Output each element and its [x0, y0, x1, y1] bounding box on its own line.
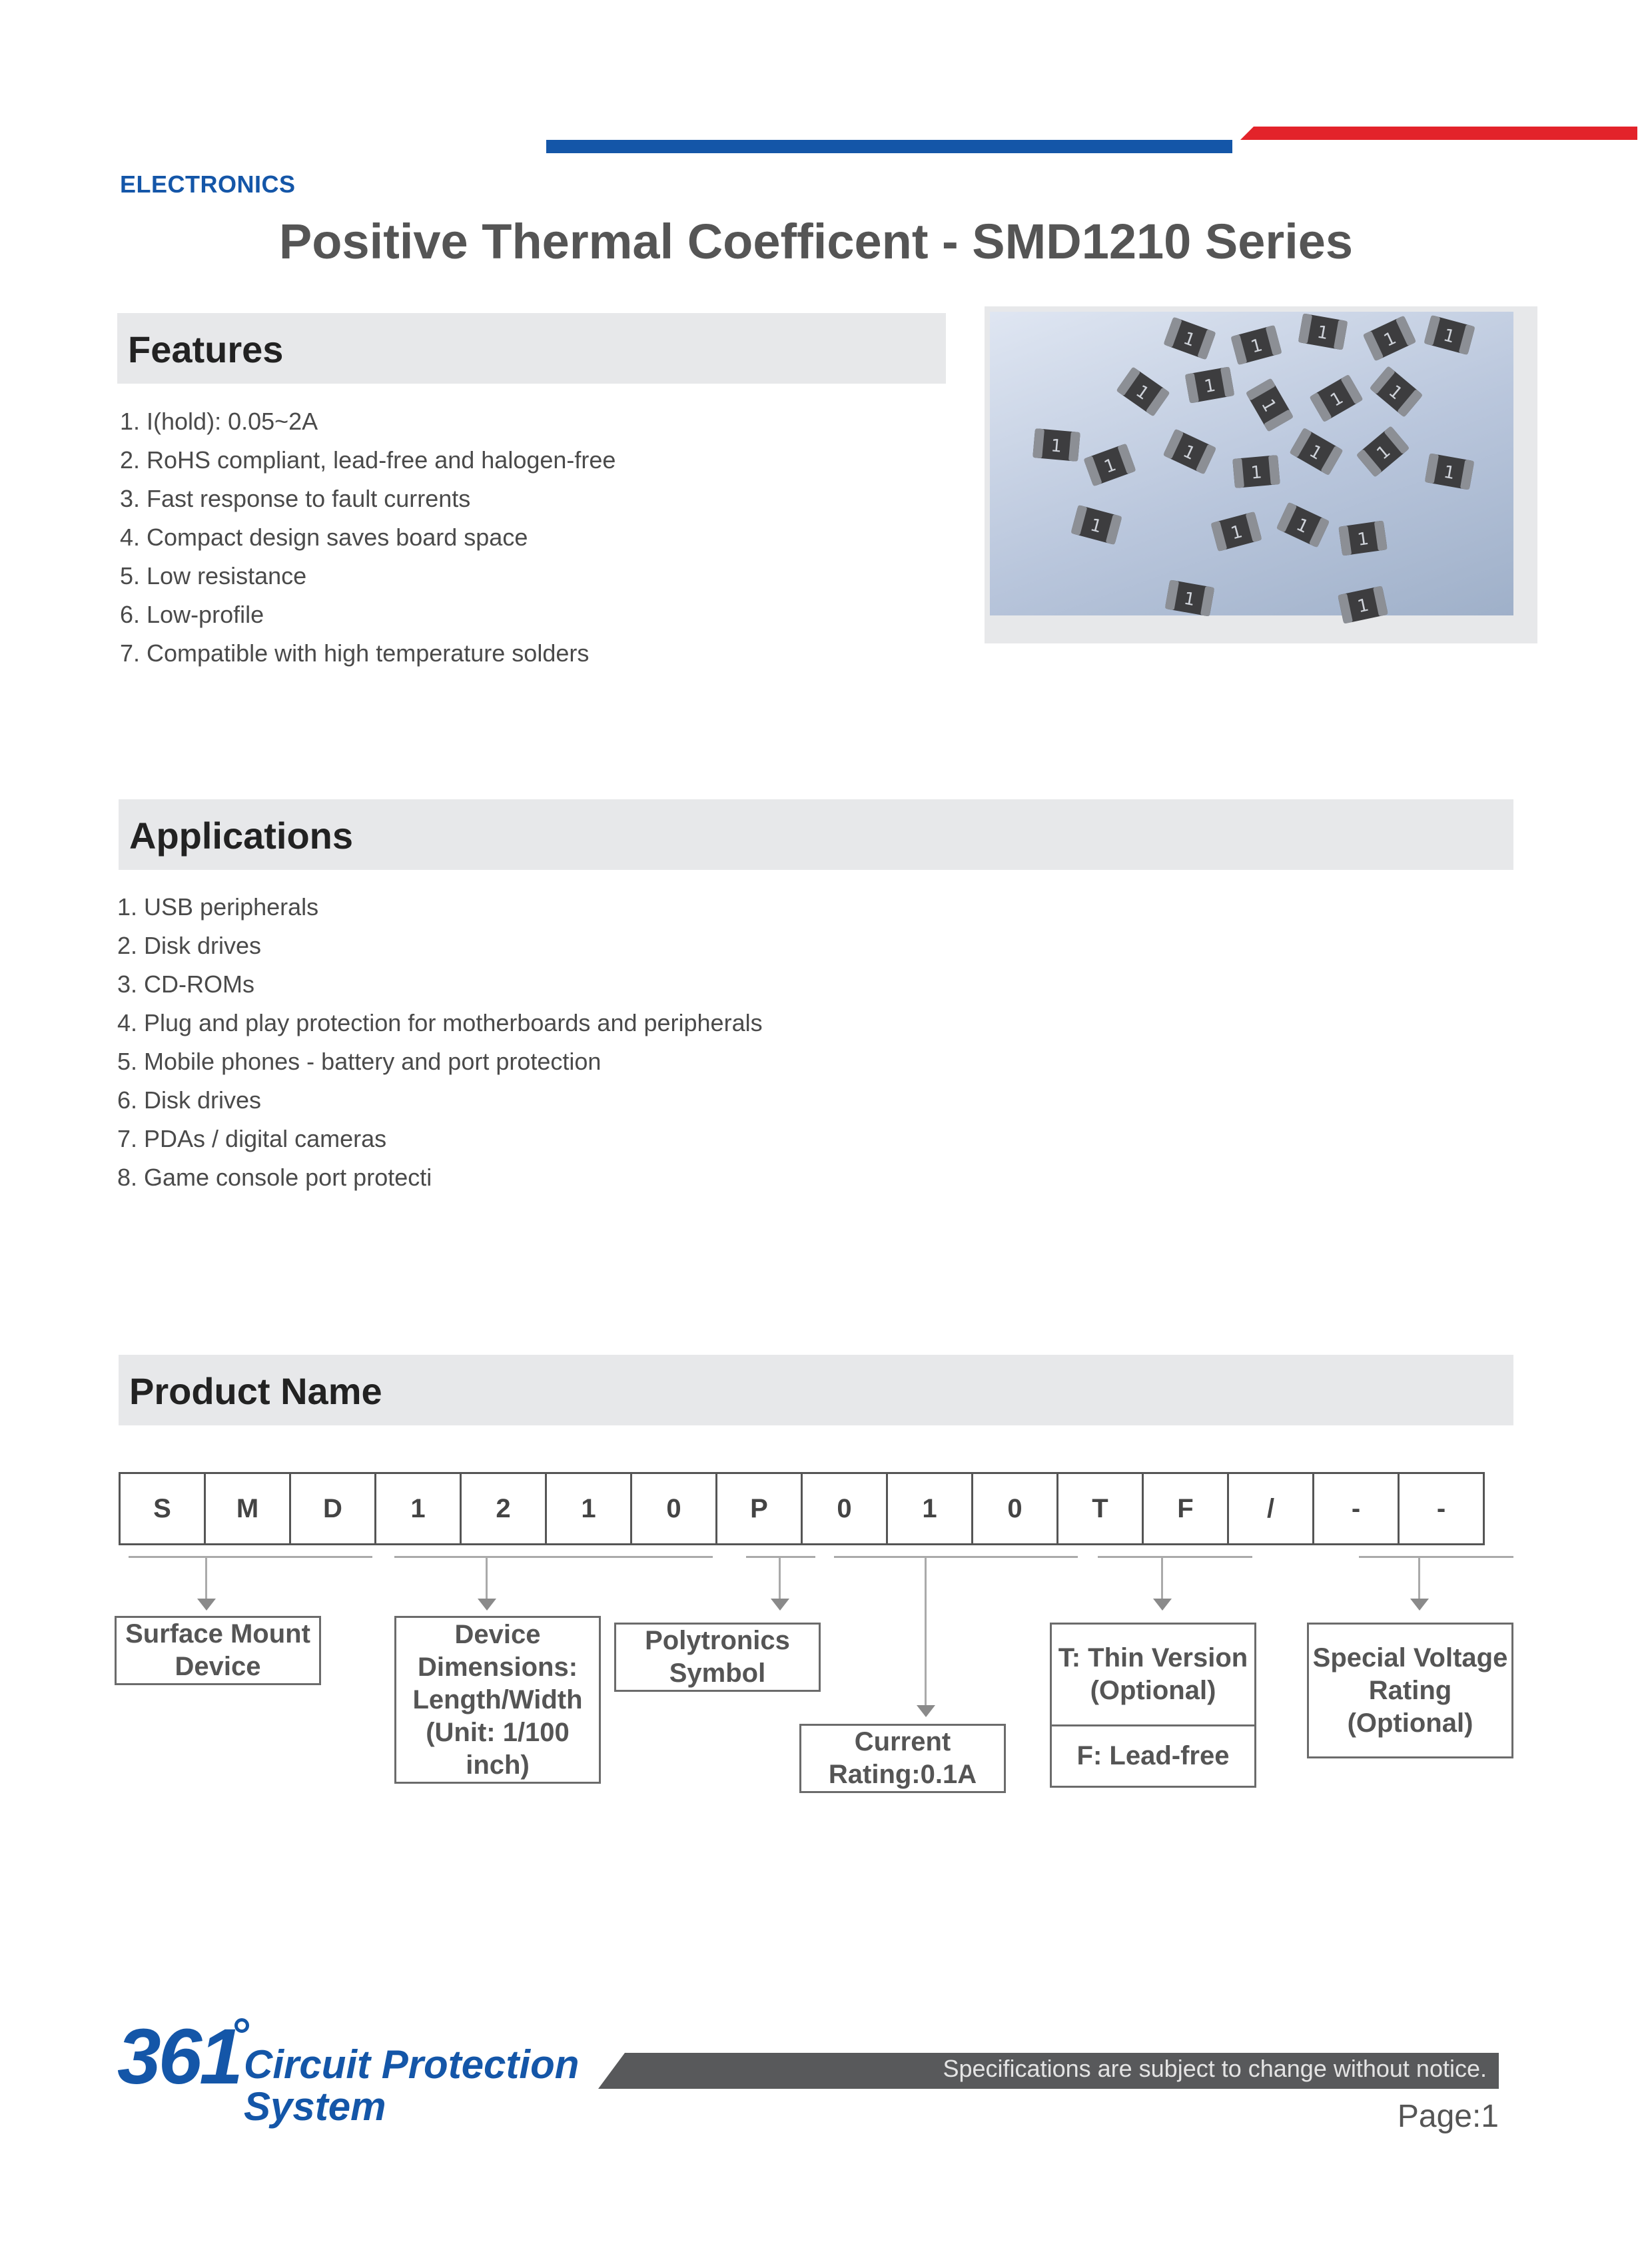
list-item: 7. PDAs / digital cameras [117, 1125, 387, 1152]
list-item: 2. RoHS compliant, lead-free and halogen-free [120, 446, 616, 474]
code-cell: 1 [545, 1472, 632, 1545]
features-heading-bar [117, 313, 946, 384]
group-bracket [834, 1556, 1078, 1558]
product-photo [984, 303, 1513, 615]
footer-notice: Specifications are subject to change without notice. [943, 2055, 1487, 2082]
connector-line [486, 1557, 488, 1599]
group-bracket [1098, 1556, 1252, 1558]
code-cell: T [1056, 1472, 1144, 1545]
list-item: 5. Low resistance [120, 562, 307, 589]
connector-line [205, 1557, 207, 1599]
code-cell: 0 [630, 1472, 717, 1545]
code-cell: 1 [886, 1472, 973, 1545]
applications-heading-bar [119, 799, 1513, 870]
connector-line [925, 1557, 927, 1705]
group-bracket [1359, 1556, 1513, 1558]
label-special-voltage: Special Voltage Rating (Optional) [1307, 1623, 1513, 1758]
applications-heading: Applications [129, 815, 354, 857]
logo-number: 361 [117, 2013, 240, 2101]
list-item: 7. Compatible with high temperature solders [120, 639, 590, 667]
code-cell: S [119, 1472, 206, 1545]
list-item: 4. Compact design saves board space [120, 524, 528, 551]
product-code-table [119, 1472, 1485, 1545]
product-name-heading: Product Name [129, 1370, 382, 1412]
code-cell: D [289, 1472, 376, 1545]
code-cell: / [1227, 1472, 1314, 1545]
code-cell: - [1312, 1472, 1400, 1545]
code-cell: 1 [374, 1472, 462, 1545]
code-cell: 0 [971, 1472, 1058, 1545]
list-item: 2. Disk drives [117, 932, 262, 959]
arrow-down-icon [197, 1599, 216, 1611]
logo-text-line1: Circuit Protection [244, 2042, 580, 2087]
page-title: Positive Thermal Coefficent - SMD1210 Series [278, 214, 1354, 269]
group-bracket [394, 1556, 713, 1558]
list-item: 5. Mobile phones - battery and port protection [117, 1048, 602, 1075]
code-cell: P [715, 1472, 803, 1545]
logo-text-line2: System [244, 2084, 386, 2129]
label-current-rating: Current Rating:0.1A [799, 1724, 1006, 1793]
list-item: 3. CD-ROMs [117, 970, 254, 998]
product-name-heading-bar [119, 1355, 1513, 1425]
code-cell: F [1142, 1472, 1229, 1545]
header-red-bar [1240, 127, 1637, 140]
applications-list [117, 888, 763, 1197]
list-item: 6. Disk drives [117, 1086, 262, 1114]
code-cell: 0 [801, 1472, 888, 1545]
list-item: 6. Low-profile [120, 601, 264, 628]
header-blue-bar [546, 140, 1232, 153]
code-cell: M [204, 1472, 291, 1545]
features-heading: Features [128, 328, 284, 370]
connector-line [779, 1557, 781, 1599]
smd-components-illustration: 1 [990, 312, 1513, 615]
arrow-down-icon [1153, 1599, 1172, 1611]
group-bracket [129, 1556, 372, 1558]
logo-degree-icon [234, 2018, 249, 2033]
label-surface-mount-device: Surface Mount Device [115, 1616, 321, 1685]
code-cell: - [1398, 1472, 1485, 1545]
list-item: 3. Fast response to fault currents [120, 485, 471, 512]
list-item: 8. Game console port protecti [117, 1164, 432, 1191]
list-item: 1. I(hold): 0.05~2A [120, 408, 318, 435]
features-list [120, 402, 616, 673]
group-bracket [746, 1556, 815, 1558]
label-device-dimensions: Device Dimensions: Length/Width (Unit: 1/100 inch) [394, 1616, 601, 1784]
label-lead-free: F: Lead-free [1050, 1724, 1256, 1788]
arrow-down-icon [478, 1599, 496, 1611]
connector-line [1418, 1557, 1420, 1599]
label-thin-version: T: Thin Version (Optional) [1050, 1623, 1256, 1726]
list-item: 4. Plug and play protection for motherboards and peripherals [117, 1009, 763, 1036]
connector-line [1161, 1557, 1163, 1599]
arrow-down-icon [1410, 1599, 1429, 1611]
arrow-down-icon [917, 1705, 935, 1717]
category-label: ELECTRONICS [120, 171, 296, 198]
arrow-down-icon [771, 1599, 789, 1611]
code-cell: 2 [460, 1472, 547, 1545]
page-number: Page:1 [1397, 2099, 1499, 2134]
label-polytronics-symbol: Polytronics Symbol [614, 1623, 821, 1692]
list-item: 1. USB peripherals [117, 893, 319, 921]
